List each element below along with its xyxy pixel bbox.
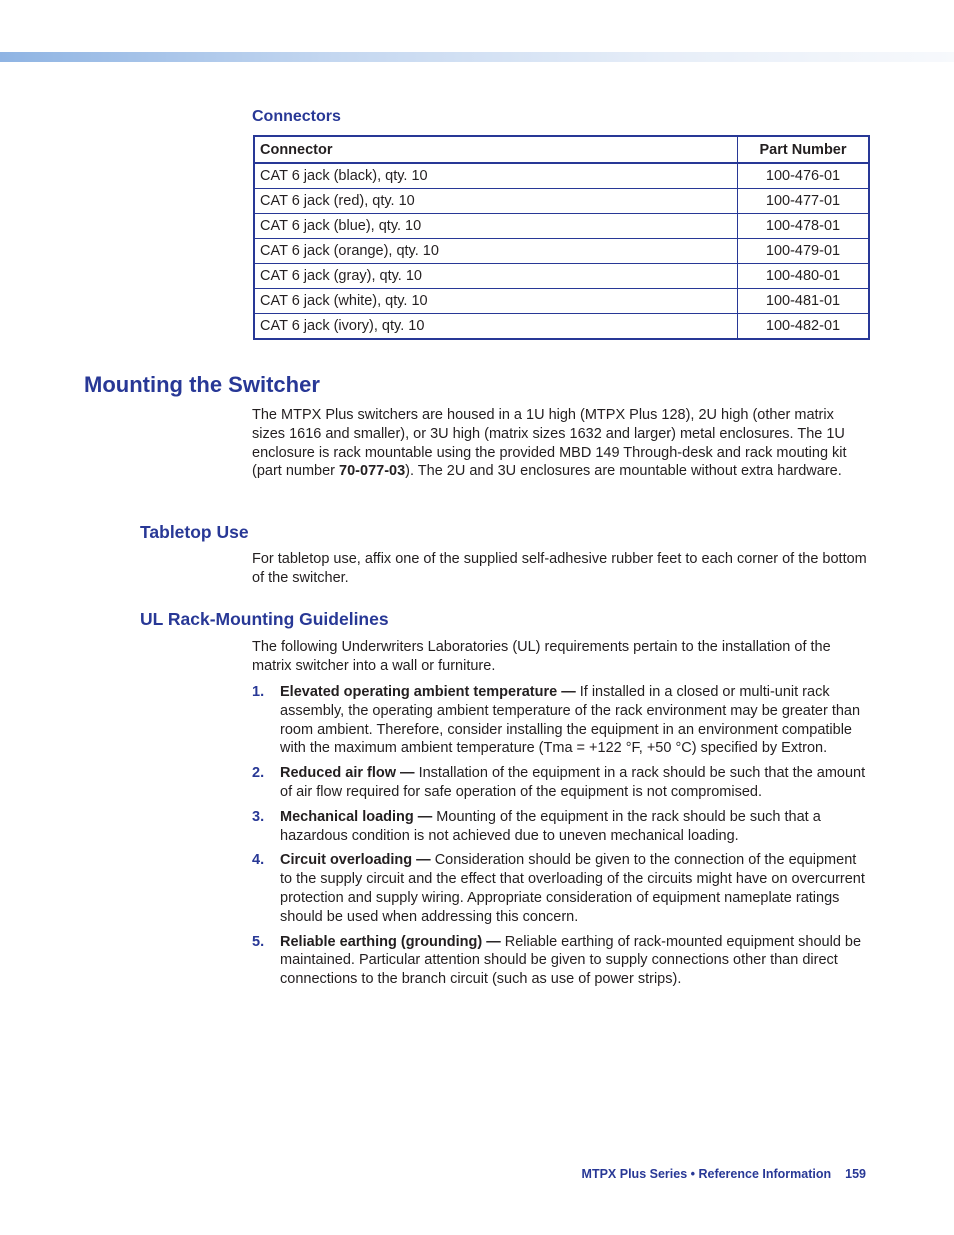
page-number: 159: [845, 1167, 866, 1181]
item-number: 2.: [252, 765, 265, 782]
footer-title: MTPX Plus Series • Reference Information: [581, 1167, 832, 1181]
connector-cell: CAT 6 jack (ivory), qty. 10: [254, 314, 738, 340]
item-number: 4.: [252, 852, 265, 869]
list-item: [252, 933, 870, 989]
part-number-cell: 100-481-01: [738, 289, 870, 314]
page-footer: [582, 1167, 866, 1181]
table-row: [254, 189, 869, 214]
connector-cell: CAT 6 jack (orange), qty. 10: [254, 239, 738, 264]
part-number-cell: 100-479-01: [738, 239, 870, 264]
list-item: [252, 808, 870, 846]
item-text: If installed in a closed or multi-unit rack assembly, the operating ambient temperature of the rack environment may be greater than room ambient. Therefore, consider installing the equipment in an environment compatible with the maximum ambient temperature (Tma = +122 °F, +50 °C) specified by Extron.: [280, 684, 861, 757]
column-header-part-number: Part Number: [738, 136, 870, 163]
part-number-cell: 100-477-01: [738, 189, 870, 214]
ul-heading: UL Rack-Mounting Guidelines: [140, 609, 389, 629]
item-text: Mounting of the equipment in the rack should be such that a hazardous condition is not achieved due to uneven mechanical loading.: [280, 808, 821, 844]
list-item: [252, 764, 870, 802]
item-number: 5.: [252, 933, 265, 950]
list-item: [252, 851, 870, 926]
mounting-part-number: 70-077-03: [339, 463, 406, 480]
ul-intro: The following Underwriters Laboratories (UL) requirements pertain to the installation of the matrix switcher into a wall or furniture.: [252, 639, 831, 674]
mounting-heading: Mounting the Switcher: [84, 372, 320, 397]
mounting-intro-text-a: The MTPX Plus switchers are housed in a 1U high (MTPX Plus 128), 2U high (other matrix sizes 1616 and smaller), or 3U high (matrix sizes 1632 and larger) metal enclosures. The 1U enclosure is rack mountable using the provided MBD 149 Through-desk and rack mouting kit (part number: [252, 407, 847, 480]
ul-guidelines-list: [252, 683, 870, 995]
table-row: [254, 314, 869, 340]
item-number: 3.: [252, 808, 265, 825]
mounting-intro-text-b: ). The 2U and 3U enclosures are mountable without extra hardware.: [405, 463, 842, 480]
item-term: Reliable earthing (grounding) —: [280, 933, 501, 950]
header-gradient-bar: [0, 52, 954, 62]
mounting-intro: [252, 406, 870, 481]
tabletop-text: For tabletop use, affix one of the supplied self-adhesive rubber feet to each corner of the bottom of the switcher.: [252, 551, 867, 586]
table-row: [254, 264, 869, 289]
list-item: [252, 683, 870, 758]
table-row: [254, 214, 869, 239]
item-text: Reliable earthing of rack-mounted equipment should be maintained. Particular attention should be given to supply connections other than direct connections to the branch circuit (such as use of power strips).: [280, 933, 862, 988]
item-number: 1.: [252, 684, 265, 700]
item-term: Elevated operating ambient temperature —: [280, 684, 576, 700]
connector-cell: CAT 6 jack (blue), qty. 10: [254, 214, 738, 239]
item-term: Reduced air flow —: [280, 765, 415, 782]
table-row: [254, 163, 869, 189]
table-row: [254, 239, 869, 264]
table-header-row: [254, 136, 869, 163]
connectors-table: [253, 135, 870, 340]
table-row: [254, 289, 869, 314]
item-term: Circuit overloading —: [280, 852, 431, 869]
part-number-cell: 100-478-01: [738, 214, 870, 239]
part-number-cell: 100-476-01: [738, 163, 870, 189]
item-text: Consideration should be given to the connection of the equipment to the supply circuit and the effect that overloading of the circuits might have on overcurrent protection and supply wiring. Appropriate consideration of equipment nameplate ratings should be used when addressing this concern.: [280, 852, 865, 925]
part-number-cell: 100-480-01: [738, 264, 870, 289]
column-header-connector: Connector: [254, 136, 738, 163]
item-term: Mechanical loading —: [280, 808, 433, 825]
connector-cell: CAT 6 jack (white), qty. 10: [254, 289, 738, 314]
connector-cell: CAT 6 jack (black), qty. 10: [254, 163, 738, 189]
connectors-heading: Connectors: [252, 108, 341, 125]
part-number-cell: 100-482-01: [738, 314, 870, 340]
tabletop-heading: Tabletop Use: [140, 522, 249, 542]
connector-cell: CAT 6 jack (red), qty. 10: [254, 189, 738, 214]
connector-cell: CAT 6 jack (gray), qty. 10: [254, 264, 738, 289]
item-text: Installation of the equipment in a rack should be such that the amount of air flow required for safe operation of the equipment is not compromised.: [280, 765, 866, 800]
